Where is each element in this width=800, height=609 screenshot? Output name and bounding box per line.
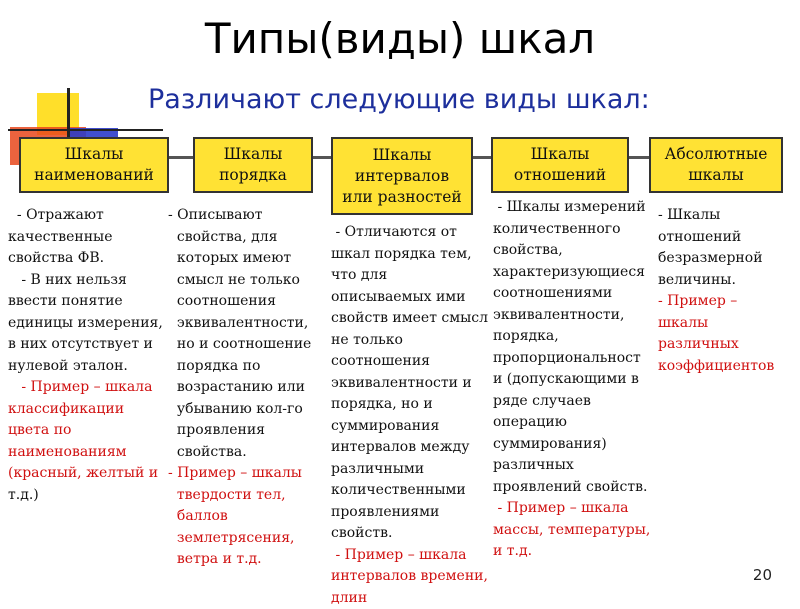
decor-horizontal-line [8, 129, 163, 131]
description-line: т.д.) [8, 485, 178, 507]
description-line: длин [331, 588, 496, 609]
description-line: в них отсутствует и [8, 334, 178, 356]
description-line: - Отличаются от [331, 222, 496, 244]
description-line: нулевой эталон. [8, 356, 178, 378]
header-text-naming [34, 144, 154, 186]
description-line: свойства. [168, 442, 328, 464]
description-absolute [658, 205, 793, 377]
connector-2 [312, 156, 332, 159]
description-line: различных [658, 334, 793, 356]
description-line: проявлениями [331, 502, 496, 524]
header-line: Абсолютные [665, 144, 768, 165]
description-line: интервалов между [331, 437, 496, 459]
description-line: шкал порядка тем, [331, 244, 496, 266]
page-number: 20 [753, 566, 772, 584]
description-line: ввести понятие [8, 291, 178, 313]
description-line: различными [331, 459, 496, 481]
description-line: твердости тел, [168, 485, 328, 507]
description-line: - В них нельзя [8, 270, 178, 292]
description-line: смысл не только [168, 270, 328, 292]
description-line: - Пример – шкалы [168, 463, 328, 485]
description-line: баллов [168, 506, 328, 528]
description-line: суммирования [331, 416, 496, 438]
description-naming [8, 205, 178, 506]
description-interval [331, 222, 496, 609]
description-line: соотношения [168, 291, 328, 313]
description-line: проявлений свойств. [493, 477, 661, 499]
header-line: шкалы [665, 165, 768, 186]
description-line: эквивалентности, [493, 305, 661, 327]
header-line: порядка [219, 165, 287, 186]
description-line: количественного [493, 219, 661, 241]
description-line: ветра и т.д. [168, 549, 328, 571]
header-box-naming [19, 137, 169, 193]
description-line: землетрясения, [168, 528, 328, 550]
description-line: наименованиям [8, 442, 178, 464]
description-line: убыванию кол-го [168, 399, 328, 421]
connector-1 [168, 156, 194, 159]
description-line: свойств. [331, 523, 496, 545]
header-text-absolute [665, 144, 768, 186]
description-line: количественными [331, 480, 496, 502]
description-line: свойства, [493, 240, 661, 262]
header-line: интервалов [342, 166, 461, 187]
description-line: соотношения [331, 351, 496, 373]
header-line: Шкалы [342, 145, 461, 166]
description-line: что для [331, 265, 496, 287]
header-text-ratio [514, 144, 606, 186]
header-box-ratio [491, 137, 629, 193]
description-line: - Пример – [658, 291, 793, 313]
description-line: свойств имеет смысл [331, 308, 496, 330]
description-line: эквивалентности, [168, 313, 328, 335]
header-line: или разностей [342, 187, 461, 208]
slide-title: Типы(виды) шкал [0, 14, 800, 63]
description-line: проявления [168, 420, 328, 442]
description-line: - Шкалы [658, 205, 793, 227]
description-line: ряде случаев [493, 391, 661, 413]
description-line: операцию [493, 412, 661, 434]
description-line: - Описывают [168, 205, 328, 227]
description-line: но и соотношение [168, 334, 328, 356]
description-line: эквивалентности и [331, 373, 496, 395]
description-line: - Отражают [8, 205, 178, 227]
description-ratio [493, 197, 661, 563]
description-line: безразмерной [658, 248, 793, 270]
description-line: единицы измерения, [8, 313, 178, 335]
description-line: и (допускающими в [493, 369, 661, 391]
description-line: цвета по [8, 420, 178, 442]
header-line: Шкалы [514, 144, 606, 165]
connector-3 [472, 156, 492, 159]
header-line: наименований [34, 165, 154, 186]
description-line: - Шкалы измерений [493, 197, 661, 219]
description-order [168, 205, 328, 571]
description-line: - Пример – шкала [493, 498, 661, 520]
description-line: порядка по [168, 356, 328, 378]
header-box-order [193, 137, 313, 193]
description-line: описываемых ими [331, 287, 496, 309]
description-line: - Пример – шкала [331, 545, 496, 567]
header-line: Шкалы [219, 144, 287, 165]
description-line: возрастанию или [168, 377, 328, 399]
description-line: пропорциональност [493, 348, 661, 370]
header-text-order [219, 144, 287, 186]
description-line: коэффициентов [658, 356, 793, 378]
description-line: качественные [8, 227, 178, 249]
description-line: свойства ФВ. [8, 248, 178, 270]
header-box-absolute [649, 137, 783, 193]
header-text-interval [342, 145, 461, 208]
description-line: величины. [658, 270, 793, 292]
description-line: - Пример – шкала [8, 377, 178, 399]
description-line: массы, температуры, [493, 520, 661, 542]
description-line: интервалов времени, [331, 566, 496, 588]
slide-subtitle: Различают следующие виды шкал: [148, 84, 650, 115]
description-line: соотношениями [493, 283, 661, 305]
description-line: шкалы [658, 313, 793, 335]
description-line: классификации [8, 399, 178, 421]
description-line: порядка, но и [331, 394, 496, 416]
description-line: которых имеют [168, 248, 328, 270]
description-line: не только [331, 330, 496, 352]
description-line: свойства, для [168, 227, 328, 249]
header-line: Шкалы [34, 144, 154, 165]
description-line: характеризующиеся [493, 262, 661, 284]
description-line: отношений [658, 227, 793, 249]
description-line: суммирования) [493, 434, 661, 456]
description-line: различных [493, 455, 661, 477]
connector-4 [628, 156, 650, 159]
description-line: порядка, [493, 326, 661, 348]
description-line: (красный, желтый и [8, 463, 178, 485]
header-box-interval [331, 137, 473, 215]
description-line: и т.д. [493, 541, 661, 563]
header-line: отношений [514, 165, 606, 186]
